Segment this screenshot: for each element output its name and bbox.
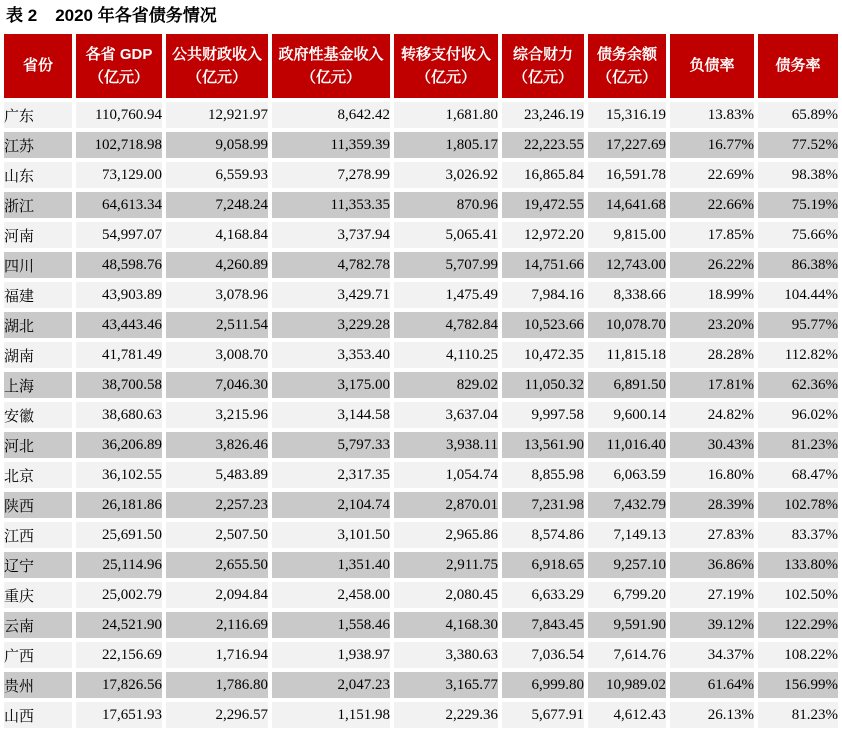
value-cell: 6,918.65 bbox=[502, 552, 584, 578]
province-cell: 北京 bbox=[4, 462, 72, 488]
value-cell: 9,600.14 bbox=[588, 402, 666, 428]
value-cell: 3,101.50 bbox=[272, 522, 390, 548]
value-cell: 3,637.04 bbox=[394, 402, 498, 428]
table-caption-label: 表 2 bbox=[6, 6, 38, 25]
value-cell: 5,483.89 bbox=[166, 462, 268, 488]
value-cell: 48,598.76 bbox=[76, 252, 162, 278]
value-cell: 102,718.98 bbox=[76, 132, 162, 158]
value-cell: 8,338.66 bbox=[588, 282, 666, 308]
value-cell: 28.28% bbox=[670, 342, 754, 368]
value-cell: 1,054.74 bbox=[394, 462, 498, 488]
value-cell: 11,359.39 bbox=[272, 132, 390, 158]
value-cell: 54,997.07 bbox=[76, 222, 162, 248]
value-cell: 3,380.63 bbox=[394, 642, 498, 668]
table-row bbox=[4, 672, 838, 698]
value-cell: 2,965.86 bbox=[394, 522, 498, 548]
value-cell: 26,181.86 bbox=[76, 492, 162, 518]
table-row bbox=[4, 192, 838, 218]
value-cell: 102.78% bbox=[758, 492, 838, 518]
value-cell: 26.22% bbox=[670, 252, 754, 278]
value-cell: 4,168.84 bbox=[166, 222, 268, 248]
province-cell: 江苏 bbox=[4, 132, 72, 158]
value-cell: 3,165.77 bbox=[394, 672, 498, 698]
value-cell: 4,782.78 bbox=[272, 252, 390, 278]
value-cell: 7,231.98 bbox=[502, 492, 584, 518]
table-row bbox=[4, 612, 838, 638]
value-cell: 41,781.49 bbox=[76, 342, 162, 368]
value-cell: 3,737.94 bbox=[272, 222, 390, 248]
value-cell: 77.52% bbox=[758, 132, 838, 158]
value-cell: 9,257.10 bbox=[588, 552, 666, 578]
value-cell: 22,223.55 bbox=[502, 132, 584, 158]
value-cell: 11,815.18 bbox=[588, 342, 666, 368]
value-cell: 38,700.58 bbox=[76, 372, 162, 398]
value-cell: 2,257.23 bbox=[166, 492, 268, 518]
province-cell: 浙江 bbox=[4, 192, 72, 218]
value-cell: 1,716.94 bbox=[166, 642, 268, 668]
value-cell: 12,972.20 bbox=[502, 222, 584, 248]
value-cell: 2,080.45 bbox=[394, 582, 498, 608]
value-cell: 12,743.00 bbox=[588, 252, 666, 278]
value-cell: 7,036.54 bbox=[502, 642, 584, 668]
header-liability-ratio: 负债率 bbox=[670, 34, 754, 98]
value-cell: 1,805.17 bbox=[394, 132, 498, 158]
province-cell: 陕西 bbox=[4, 492, 72, 518]
value-cell: 9,997.58 bbox=[502, 402, 584, 428]
value-cell: 4,260.89 bbox=[166, 252, 268, 278]
province-cell: 山东 bbox=[4, 162, 72, 188]
header-government-fund-revenue: 政府性基金收入（亿元） bbox=[272, 34, 390, 98]
value-cell: 16.80% bbox=[670, 462, 754, 488]
value-cell: 2,104.74 bbox=[272, 492, 390, 518]
value-cell: 10,989.02 bbox=[588, 672, 666, 698]
value-cell: 19,472.55 bbox=[502, 192, 584, 218]
value-cell: 22,156.69 bbox=[76, 642, 162, 668]
value-cell: 7,046.30 bbox=[166, 372, 268, 398]
value-cell: 2,507.50 bbox=[166, 522, 268, 548]
value-cell: 122.29% bbox=[758, 612, 838, 638]
value-cell: 23.20% bbox=[670, 312, 754, 338]
value-cell: 3,938.11 bbox=[394, 432, 498, 458]
value-cell: 36,206.89 bbox=[76, 432, 162, 458]
value-cell: 10,472.35 bbox=[502, 342, 584, 368]
header-comprehensive-financial-power: 综合财力（亿元） bbox=[502, 34, 584, 98]
value-cell: 64,613.34 bbox=[76, 192, 162, 218]
province-cell: 重庆 bbox=[4, 582, 72, 608]
value-cell: 17.81% bbox=[670, 372, 754, 398]
value-cell: 11,353.35 bbox=[272, 192, 390, 218]
value-cell: 38,680.63 bbox=[76, 402, 162, 428]
value-cell: 36.86% bbox=[670, 552, 754, 578]
header-debt-ratio: 债务率 bbox=[758, 34, 838, 98]
province-cell: 湖南 bbox=[4, 342, 72, 368]
table-row bbox=[4, 312, 838, 338]
value-cell: 2,094.84 bbox=[166, 582, 268, 608]
value-cell: 7,843.45 bbox=[502, 612, 584, 638]
value-cell: 2,317.35 bbox=[272, 462, 390, 488]
table-row bbox=[4, 492, 838, 518]
table-row bbox=[4, 552, 838, 578]
value-cell: 8,574.86 bbox=[502, 522, 584, 548]
value-cell: 15,316.19 bbox=[588, 102, 666, 128]
value-cell: 24.82% bbox=[670, 402, 754, 428]
value-cell: 6,999.80 bbox=[502, 672, 584, 698]
value-cell: 156.99% bbox=[758, 672, 838, 698]
value-cell: 83.37% bbox=[758, 522, 838, 548]
value-cell: 6,799.20 bbox=[588, 582, 666, 608]
value-cell: 4,168.30 bbox=[394, 612, 498, 638]
value-cell: 110,760.94 bbox=[76, 102, 162, 128]
value-cell: 24,521.90 bbox=[76, 612, 162, 638]
province-cell: 云南 bbox=[4, 612, 72, 638]
value-cell: 22.66% bbox=[670, 192, 754, 218]
value-cell: 2,116.69 bbox=[166, 612, 268, 638]
value-cell: 12,921.97 bbox=[166, 102, 268, 128]
value-cell: 11,016.40 bbox=[588, 432, 666, 458]
value-cell: 81.23% bbox=[758, 432, 838, 458]
value-cell: 34.37% bbox=[670, 642, 754, 668]
value-cell: 27.19% bbox=[670, 582, 754, 608]
value-cell: 829.02 bbox=[394, 372, 498, 398]
value-cell: 2,911.75 bbox=[394, 552, 498, 578]
value-cell: 68.47% bbox=[758, 462, 838, 488]
value-cell: 1,786.80 bbox=[166, 672, 268, 698]
table-row bbox=[4, 432, 838, 458]
value-cell: 26.13% bbox=[670, 702, 754, 728]
table-row bbox=[4, 282, 838, 308]
table-row bbox=[4, 702, 838, 728]
header-row bbox=[4, 34, 838, 98]
value-cell: 62.36% bbox=[758, 372, 838, 398]
table-row bbox=[4, 582, 838, 608]
value-cell: 17.85% bbox=[670, 222, 754, 248]
province-cell: 安徽 bbox=[4, 402, 72, 428]
value-cell: 13.83% bbox=[670, 102, 754, 128]
value-cell: 9,815.00 bbox=[588, 222, 666, 248]
value-cell: 16.77% bbox=[670, 132, 754, 158]
province-cell: 江西 bbox=[4, 522, 72, 548]
province-cell: 河南 bbox=[4, 222, 72, 248]
value-cell: 28.39% bbox=[670, 492, 754, 518]
value-cell: 36,102.55 bbox=[76, 462, 162, 488]
value-cell: 6,633.29 bbox=[502, 582, 584, 608]
value-cell: 8,855.98 bbox=[502, 462, 584, 488]
value-cell: 102.50% bbox=[758, 582, 838, 608]
value-cell: 2,047.23 bbox=[272, 672, 390, 698]
value-cell: 17,826.56 bbox=[76, 672, 162, 698]
value-cell: 1,681.80 bbox=[394, 102, 498, 128]
value-cell: 9,591.90 bbox=[588, 612, 666, 638]
value-cell: 98.38% bbox=[758, 162, 838, 188]
table-row bbox=[4, 102, 838, 128]
value-cell: 5,065.41 bbox=[394, 222, 498, 248]
value-cell: 27.83% bbox=[670, 522, 754, 548]
value-cell: 1,558.46 bbox=[272, 612, 390, 638]
debt-table bbox=[0, 30, 842, 732]
value-cell: 2,655.50 bbox=[166, 552, 268, 578]
table-caption bbox=[0, 0, 842, 30]
table-body bbox=[4, 102, 838, 728]
province-cell: 河北 bbox=[4, 432, 72, 458]
value-cell: 2,296.57 bbox=[166, 702, 268, 728]
value-cell: 7,248.24 bbox=[166, 192, 268, 218]
table-row bbox=[4, 252, 838, 278]
value-cell: 3,144.58 bbox=[272, 402, 390, 428]
province-cell: 辽宁 bbox=[4, 552, 72, 578]
province-cell: 福建 bbox=[4, 282, 72, 308]
value-cell: 7,149.13 bbox=[588, 522, 666, 548]
table-caption-text: 2020 年各省债务情况 bbox=[55, 6, 217, 25]
value-cell: 17,651.93 bbox=[76, 702, 162, 728]
value-cell: 75.19% bbox=[758, 192, 838, 218]
value-cell: 10,523.66 bbox=[502, 312, 584, 338]
value-cell: 14,641.68 bbox=[588, 192, 666, 218]
value-cell: 18.99% bbox=[670, 282, 754, 308]
value-cell: 3,826.46 bbox=[166, 432, 268, 458]
province-cell: 湖北 bbox=[4, 312, 72, 338]
value-cell: 39.12% bbox=[670, 612, 754, 638]
province-cell: 广东 bbox=[4, 102, 72, 128]
value-cell: 112.82% bbox=[758, 342, 838, 368]
header-transfer-payment-revenue: 转移支付收入（亿元） bbox=[394, 34, 498, 98]
value-cell: 22.69% bbox=[670, 162, 754, 188]
value-cell: 5,677.91 bbox=[502, 702, 584, 728]
value-cell: 1,151.98 bbox=[272, 702, 390, 728]
value-cell: 6,891.50 bbox=[588, 372, 666, 398]
table-row bbox=[4, 462, 838, 488]
header-province: 省份 bbox=[4, 34, 72, 98]
value-cell: 7,432.79 bbox=[588, 492, 666, 518]
table-row bbox=[4, 162, 838, 188]
value-cell: 16,865.84 bbox=[502, 162, 584, 188]
table-row bbox=[4, 522, 838, 548]
province-cell: 广西 bbox=[4, 642, 72, 668]
province-cell: 贵州 bbox=[4, 672, 72, 698]
province-cell: 山西 bbox=[4, 702, 72, 728]
value-cell: 4,612.43 bbox=[588, 702, 666, 728]
value-cell: 7,984.16 bbox=[502, 282, 584, 308]
value-cell: 2,229.36 bbox=[394, 702, 498, 728]
value-cell: 43,903.89 bbox=[76, 282, 162, 308]
table-row bbox=[4, 342, 838, 368]
value-cell: 65.89% bbox=[758, 102, 838, 128]
value-cell: 61.64% bbox=[670, 672, 754, 698]
province-cell: 四川 bbox=[4, 252, 72, 278]
value-cell: 870.96 bbox=[394, 192, 498, 218]
value-cell: 14,751.66 bbox=[502, 252, 584, 278]
value-cell: 43,443.46 bbox=[76, 312, 162, 338]
value-cell: 11,050.32 bbox=[502, 372, 584, 398]
value-cell: 1,351.40 bbox=[272, 552, 390, 578]
value-cell: 3,175.00 bbox=[272, 372, 390, 398]
value-cell: 1,475.49 bbox=[394, 282, 498, 308]
value-cell: 1,938.97 bbox=[272, 642, 390, 668]
value-cell: 3,008.70 bbox=[166, 342, 268, 368]
table-header bbox=[4, 34, 838, 98]
value-cell: 13,561.90 bbox=[502, 432, 584, 458]
value-cell: 6,559.93 bbox=[166, 162, 268, 188]
value-cell: 25,114.96 bbox=[76, 552, 162, 578]
province-cell: 上海 bbox=[4, 372, 72, 398]
value-cell: 3,026.92 bbox=[394, 162, 498, 188]
header-public-fiscal-revenue: 公共财政收入（亿元） bbox=[166, 34, 268, 98]
value-cell: 6,063.59 bbox=[588, 462, 666, 488]
value-cell: 9,058.99 bbox=[166, 132, 268, 158]
value-cell: 8,642.42 bbox=[272, 102, 390, 128]
value-cell: 5,707.99 bbox=[394, 252, 498, 278]
table-row bbox=[4, 642, 838, 668]
value-cell: 3,215.96 bbox=[166, 402, 268, 428]
value-cell: 17,227.69 bbox=[588, 132, 666, 158]
value-cell: 30.43% bbox=[670, 432, 754, 458]
value-cell: 2,458.00 bbox=[272, 582, 390, 608]
table-row bbox=[4, 132, 838, 158]
value-cell: 133.80% bbox=[758, 552, 838, 578]
value-cell: 25,691.50 bbox=[76, 522, 162, 548]
value-cell: 95.77% bbox=[758, 312, 838, 338]
value-cell: 3,229.28 bbox=[272, 312, 390, 338]
value-cell: 73,129.00 bbox=[76, 162, 162, 188]
value-cell: 104.44% bbox=[758, 282, 838, 308]
value-cell: 10,078.70 bbox=[588, 312, 666, 338]
value-cell: 16,591.78 bbox=[588, 162, 666, 188]
value-cell: 3,429.71 bbox=[272, 282, 390, 308]
header-gdp: 各省 GDP（亿元） bbox=[76, 34, 162, 98]
value-cell: 108.22% bbox=[758, 642, 838, 668]
value-cell: 96.02% bbox=[758, 402, 838, 428]
value-cell: 25,002.79 bbox=[76, 582, 162, 608]
value-cell: 3,078.96 bbox=[166, 282, 268, 308]
value-cell: 2,511.54 bbox=[166, 312, 268, 338]
value-cell: 4,110.25 bbox=[394, 342, 498, 368]
header-debt-balance: 债务余额（亿元） bbox=[588, 34, 666, 98]
value-cell: 86.38% bbox=[758, 252, 838, 278]
table-row bbox=[4, 222, 838, 248]
value-cell: 23,246.19 bbox=[502, 102, 584, 128]
value-cell: 81.23% bbox=[758, 702, 838, 728]
value-cell: 3,353.40 bbox=[272, 342, 390, 368]
value-cell: 75.66% bbox=[758, 222, 838, 248]
value-cell: 2,870.01 bbox=[394, 492, 498, 518]
table-row bbox=[4, 372, 838, 398]
value-cell: 7,278.99 bbox=[272, 162, 390, 188]
value-cell: 7,614.76 bbox=[588, 642, 666, 668]
value-cell: 4,782.84 bbox=[394, 312, 498, 338]
value-cell: 5,797.33 bbox=[272, 432, 390, 458]
table-row bbox=[4, 402, 838, 428]
